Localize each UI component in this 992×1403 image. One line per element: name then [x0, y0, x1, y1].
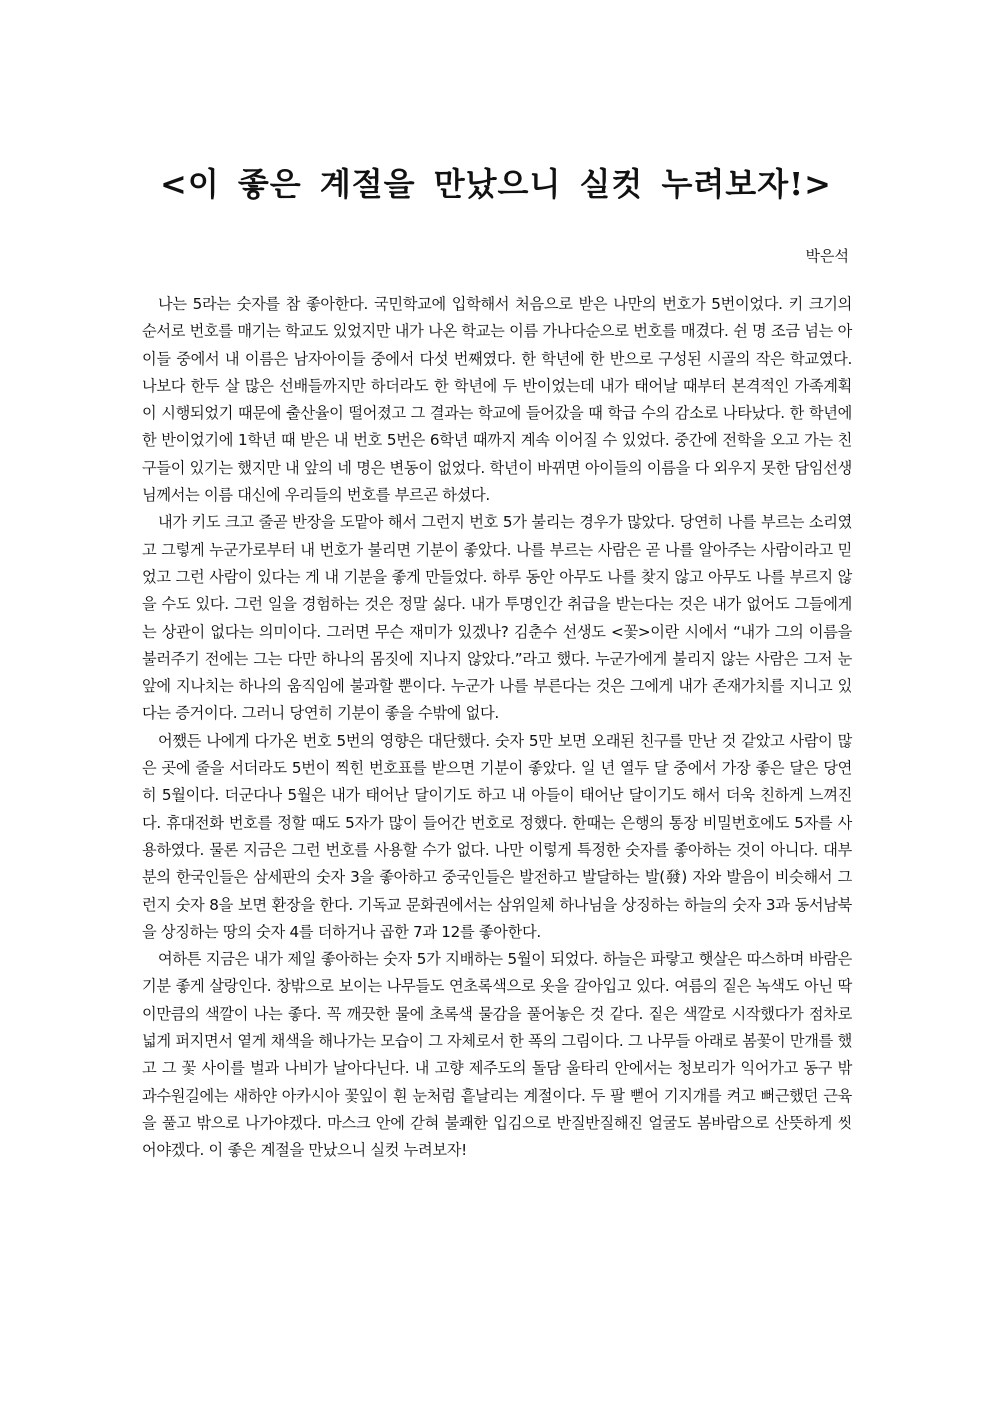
- essay-body: [142, 291, 852, 1165]
- author-name: 박은석: [805, 247, 849, 265]
- paragraph-2: 내가 키도 크고 줄곧 반장을 도맡아 해서 그런지 번호 5가 불리는 경우가 많았다. 당연히 나를 부르는 소리였고 그렇게 누군가로부터 내 번호가 불리면 기분이 좋았다. 나를 부르는 사람은 곧 나를 알아주는 사람이라고 믿었고 그런 사람이 있다는 게 내 기분을 좋게 만들었다. 하루 동안 아무도 나를 찾지 않고 아무도 나를 부르지 않을 수도 있다. 그런 일을 경험하는 것은 정말 싫다. 내가 투명인간 취급을 받는다는 것은 내가 없어도 그들에게는 상관이 없다는 의미이다. 그러면 무슨 재미가 있겠나? 김춘수 선생도 <꽃>이란 시에서 “내가 그의 이름을 불러주기 전에는 그는 다만 하나의 몸짓에 지나지 않았다.”라고 했다. 누군가에게 불리지 않는 사람은 그저 눈앞에 지나치는 하나의 움직임에 불과할 뿐이다. 누군가 나를 부른다는 것은 그에게 내가 존재가치를 지니고 있다는 증거이다. 그러니 당연히 기분이 좋을 수밖에 없다.: [142, 513, 852, 723]
- paragraph-1: 나는 5라는 숫자를 참 좋아한다. 국민학교에 입학해서 처음으로 받은 나만의 번호가 5번이었다. 키 크기의 순서로 번호를 매기는 학교도 있었지만 내가 나온 학교는 이름 가나다순으로 번호를 매겼다. 쉰 명 조금 넘는 아이들 중에서 내 이름은 남자아이들 중에서 다섯 번째였다. 한 학년에 한 반으로 구성된 시골의 작은 학교였다. 나보다 한두 살 많은 선배들까지만 하더라도 한 학년에 두 반이었는데 내가 태어날 때부터 본격적인 가족계획이 시행되었기 때문에 출산율이 떨어졌고 그 결과는 학교에 들어갔을 때 학급 수의 감소로 나타났다. 한 학년에 한 반이었기에 1학년 때 받은 내 번호 5번은 6학년 때까지 계속 이어질 수 있었다. 중간에 전학을 오고 가는 친구들이 있기는 했지만 내 앞의 네 명은 변동이 없었다. 학년이 바뀌면 아이들의 이름을 다 외우지 못한 담임선생님께서는 이름 대신에 우리들의 번호를 부르곤 하셨다.: [142, 295, 852, 505]
- paragraph-4: 여하튼 지금은 내가 제일 좋아하는 숫자 5가 지배하는 5월이 되었다. 하늘은 파랗고 햇살은 따스하며 바람은 기분 좋게 살랑인다. 창밖으로 보이는 나무들도 연초록색으로 옷을 갈아입고 있다. 여름의 짙은 녹색도 아닌 딱 이만큼의 색깔이 나는 좋다. 꼭 깨끗한 물에 초록색 물감을 풀어놓은 것 같다. 짙은 색깔로 시작했다가 점차로 넓게 퍼지면서 옅게 채색을 해나가는 모습이 그 자체로서 한 폭의 그림이다. 그 나무들 아래로 봄꽃이 만개를 했고 그 꽃 사이를 벌과 나비가 날아다닌다. 내 고향 제주도의 돌담 울타리 안에서는 청보리가 익어가고 동구 밖 과수원길에는 새하얀 아카시아 꽃잎이 흰 눈처럼 흩날리는 계절이다. 두 팔 뻗어 기지개를 켜고 뻐근했던 근육을 풀고 밖으로 나가야겠다. 마스크 안에 갇혀 불쾌한 입김으로 반질반질해진 얼굴도 봄바람으로 산뜻하게 씻어야겠다. 이 좋은 계절을 만났으니 실컷 누려보자!: [142, 950, 852, 1160]
- paragraph-3: 어쨌든 나에게 다가온 번호 5번의 영향은 대단했다. 숫자 5만 보면 오래된 친구를 만난 것 같았고 사람이 많은 곳에 줄을 서더라도 5번이 찍힌 번호표를 받으면 기분이 좋았다. 일 년 열두 달 중에서 가장 좋은 달은 당연히 5월이다. 더군다나 5월은 내가 태어난 달이기도 하고 내 아들이 태어난 달이기도 해서 더욱 친하게 느껴진다. 휴대전화 번호를 정할 때도 5자가 많이 들어간 번호로 정했다. 한때는 은행의 통장 비밀번호에도 5자를 사용하였다. 물론 지금은 그런 번호를 사용할 수가 없다. 나만 이렇게 특정한 숫자를 좋아하는 것이 아니다. 대부분의 한국인들은 삼세판의 숫자 3을 좋아하고 중국인들은 발전하고 발달하는 발(發) 자와 발음이 비슷해서 그런지 숫자 8을 보면 환장을 한다. 기독교 문화권에서는 삼위일체 하나님을 상징하는 하늘의 숫자 3과 동서남북을 상징하는 땅의 숫자 4를 더하거나 곱한 7과 12를 좋아한다.: [142, 731, 852, 941]
- document-title: <이 좋은 계절을 만났으니 실컷 누려보자!>: [160, 165, 832, 203]
